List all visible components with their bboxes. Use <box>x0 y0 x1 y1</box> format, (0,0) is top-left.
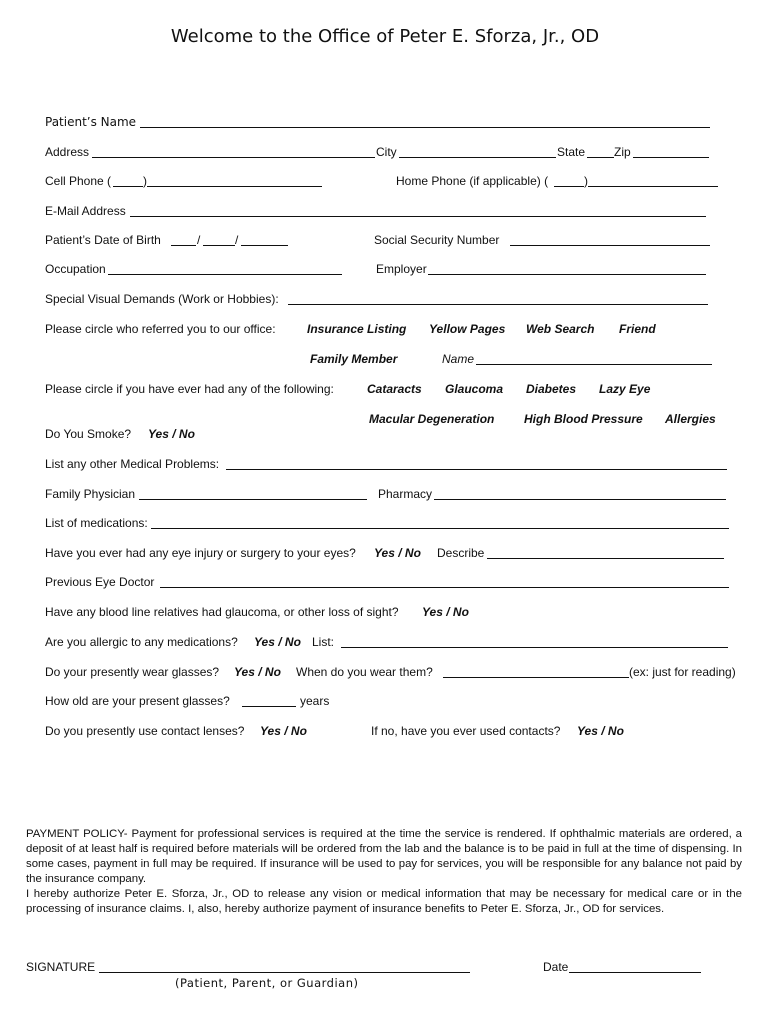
home-phone-label: Home Phone (if applicable) ( <box>396 174 549 188</box>
visual-demands-label: Special Visual Demands (Work or Hobbies): <box>45 292 279 306</box>
medical-problems-label: List any other Medical Problems: <box>45 457 220 471</box>
address-field[interactable] <box>92 157 375 158</box>
condition-allergies[interactable]: Allergies <box>665 412 716 426</box>
city-label: City <box>376 145 397 159</box>
glasses-age-field[interactable] <box>242 706 296 707</box>
condition-lazy-eye[interactable]: Lazy Eye <box>599 382 651 396</box>
referral-name-label: Name <box>442 352 475 366</box>
email-field[interactable] <box>130 216 706 217</box>
page-title: Welcome to the Office of Peter E. Sforza, Jr., OD <box>170 26 600 47</box>
dob-day-field[interactable] <box>203 245 235 246</box>
smoke-yes-no[interactable]: Yes / No <box>148 427 195 441</box>
allergic-yes-no[interactable]: Yes / No <box>254 635 301 649</box>
cell-phone-paren: ) <box>143 174 147 188</box>
smoke-label: Do You Smoke? <box>45 427 132 441</box>
glasses-age-label: How old are your present glasses? <box>45 694 230 708</box>
condition-cataracts[interactable]: Cataracts <box>367 382 422 396</box>
zip-field[interactable] <box>633 157 709 158</box>
dob-year-field[interactable] <box>241 245 288 246</box>
blood-relatives-label: Have any blood line relatives had glaucoma, or other loss of sight? <box>45 605 399 619</box>
signature-sublabel: (Patient, Parent, or Guardian) <box>175 976 359 990</box>
medical-problems-field[interactable] <box>226 469 727 470</box>
referral-option-yellow-pages[interactable]: Yellow Pages <box>429 322 506 336</box>
email-label: E-Mail Address <box>45 204 126 218</box>
when-wear-example: (ex: just for reading) <box>629 665 736 679</box>
referral-prompt: Please circle who referred you to our office: <box>45 322 276 336</box>
referral-option-friend[interactable]: Friend <box>619 322 656 336</box>
years-label: years <box>300 694 330 708</box>
conditions-prompt: Please circle if you have ever had any of the following: <box>45 382 334 396</box>
date-label: Date <box>543 960 569 974</box>
signature-field[interactable] <box>99 972 470 973</box>
address-label: Address <box>45 145 90 159</box>
referral-option-web-search[interactable]: Web Search <box>526 322 595 336</box>
home-area-code-field[interactable] <box>554 186 584 187</box>
prev-doctor-field[interactable] <box>160 587 729 588</box>
date-field[interactable] <box>569 972 701 973</box>
allergy-list-field[interactable] <box>341 647 728 648</box>
condition-macular[interactable]: Macular Degeneration <box>369 412 495 426</box>
payment-policy <box>26 827 742 917</box>
home-phone-field[interactable] <box>588 186 718 187</box>
dob-separator: / <box>197 233 201 247</box>
occupation-field[interactable] <box>108 274 342 275</box>
visual-demands-field[interactable] <box>288 304 708 305</box>
describe-field[interactable] <box>487 558 724 559</box>
signature-label: SIGNATURE <box>26 960 96 974</box>
cell-phone-field[interactable] <box>147 186 322 187</box>
referral-option-family[interactable]: Family Member <box>310 352 398 366</box>
occupation-label: Occupation <box>45 262 106 276</box>
condition-glaucoma[interactable]: Glaucoma <box>445 382 504 396</box>
describe-label: Describe <box>437 546 485 560</box>
when-wear-field[interactable] <box>443 677 629 678</box>
contacts-label: Do you presently use contact lenses? <box>45 724 245 738</box>
family-physician-label: Family Physician <box>45 487 136 501</box>
condition-high-bp[interactable]: High Blood Pressure <box>524 412 643 426</box>
zip-label: Zip <box>614 145 631 159</box>
used-contacts-yes-no[interactable]: Yes / No <box>577 724 624 738</box>
allergic-label: Are you allergic to any medications? <box>45 635 238 649</box>
ssn-label: Social Security Number <box>374 233 500 247</box>
condition-diabetes[interactable]: Diabetes <box>526 382 577 396</box>
cell-phone-label: Cell Phone ( <box>45 174 112 188</box>
dob-month-field[interactable] <box>171 245 196 246</box>
authorization-text: I hereby authorize Peter E. Sforza, Jr., OD to release any vision or medical information that may be necessary for medical care or in the processing of insurance claims. I, also, hereby authorize payment of insurance benefits to Peter E. Sforza, Jr., OD for services. <box>26 888 742 915</box>
wear-glasses-label: Do your presently wear glasses? <box>45 665 220 679</box>
cell-area-code-field[interactable] <box>113 186 143 187</box>
patient-name-field[interactable] <box>140 127 710 128</box>
contacts-yes-no[interactable]: Yes / No <box>260 724 307 738</box>
wear-glasses-yes-no[interactable]: Yes / No <box>234 665 281 679</box>
prev-doctor-label: Previous Eye Doctor <box>45 575 155 589</box>
pharmacy-label: Pharmacy <box>378 487 433 501</box>
ssn-field[interactable] <box>510 245 710 246</box>
city-field[interactable] <box>399 157 556 158</box>
payment-policy-text: PAYMENT POLICY- Payment for professional services is required at the time the service is rendered. If ophthalmic materials are ordered, a deposit of at least half is required before materials will be ordered from the lab and the balance is to be paid in full at the time of dispensing. In some cases, payment in full may be required. If insurance will be used to pay for services, you will be responsible for any balance not paid by the insurance company. <box>26 828 742 885</box>
referral-name-field[interactable] <box>476 364 712 365</box>
blood-relatives-yes-no[interactable]: Yes / No <box>422 605 469 619</box>
dob-label: Patient’s Date of Birth <box>45 233 161 247</box>
state-field[interactable] <box>587 157 614 158</box>
employer-label: Employer <box>376 262 427 276</box>
pharmacy-field[interactable] <box>434 499 726 500</box>
patient-name-label: Patient’s Name <box>45 115 137 129</box>
family-physician-field[interactable] <box>139 499 367 500</box>
home-phone-paren: ) <box>584 174 588 188</box>
medications-label: List of medications: <box>45 516 148 530</box>
dob-separator: / <box>235 233 239 247</box>
medications-field[interactable] <box>151 528 729 529</box>
eye-injury-yes-no[interactable]: Yes / No <box>374 546 421 560</box>
state-label: State <box>557 145 586 159</box>
list-label: List: <box>312 635 335 649</box>
when-wear-label: When do you wear them? <box>296 665 433 679</box>
used-contacts-label: If no, have you ever used contacts? <box>371 724 561 738</box>
referral-option-insurance[interactable]: Insurance Listing <box>307 322 407 336</box>
eye-injury-label: Have you ever had any eye injury or surgery to your eyes? <box>45 546 356 560</box>
employer-field[interactable] <box>428 274 706 275</box>
